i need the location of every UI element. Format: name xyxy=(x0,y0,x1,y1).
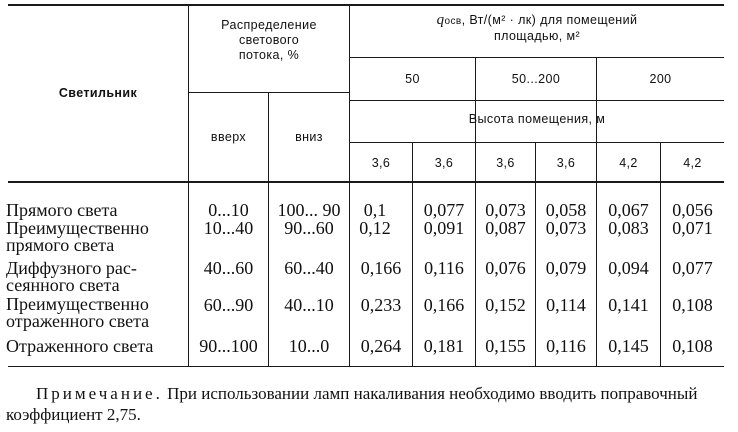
row-2-lamp-line2: прямого света xyxy=(6,235,115,255)
row-2-value-3: 0,087 xyxy=(485,218,526,238)
row-5-value-5: 0,145 xyxy=(608,336,649,356)
area-50-200-header: 50...200 xyxy=(511,72,561,86)
row-1-value-3: 0,073 xyxy=(485,200,526,220)
row-5-down: 10...0 xyxy=(288,336,330,356)
row-2-up: 10...40 xyxy=(203,218,254,238)
row-4-value-4: 0,114 xyxy=(546,295,586,315)
distribution-header xyxy=(189,18,349,63)
height-header-3: 3,6 xyxy=(496,156,515,170)
q-header-line1 xyxy=(350,13,724,29)
height-header-5: 4,2 xyxy=(619,156,638,170)
row-1-down: 100... 90 xyxy=(277,200,341,220)
row-4-value-3: 0,152 xyxy=(485,295,526,315)
row-2-value-5: 0,083 xyxy=(608,218,649,238)
row-1-value-1: 0,1 xyxy=(363,200,387,220)
q-subscript: осв xyxy=(444,16,462,27)
distribution-header-line3: потока, % xyxy=(238,48,300,62)
table-top-rule xyxy=(8,4,724,6)
row-1-lamp xyxy=(6,202,118,219)
row-5-value-6: 0,108 xyxy=(672,336,713,356)
row-3-lamp xyxy=(6,260,137,294)
row-5-lamp xyxy=(6,338,153,355)
row-4-up: 60...90 xyxy=(203,295,254,315)
row-3-lamp-line2: сеянного света xyxy=(6,275,120,295)
row-2-down: 90...60 xyxy=(284,218,334,238)
row-3-value-5: 0,094 xyxy=(608,258,649,278)
dist-sub-rule xyxy=(188,92,349,93)
row-3-lamp-line1: Диффузного рас- xyxy=(6,258,137,278)
q-header-line2: площадью, м² xyxy=(493,29,581,43)
table-bottom-rule xyxy=(8,366,724,367)
row-3-down: 60...40 xyxy=(284,258,334,278)
area-200-header: 200 xyxy=(649,72,672,86)
row-2-lamp xyxy=(6,220,149,254)
height-header-1: 3,6 xyxy=(371,156,391,170)
row-5-lamp-line1: Отраженного света xyxy=(6,336,154,356)
height-header-4: 3,6 xyxy=(556,156,576,170)
room-height-header: Высота помещения, м xyxy=(468,112,606,126)
distribution-header-line1: Распределение xyxy=(221,18,317,32)
down-header: вниз xyxy=(295,130,323,144)
row-1-value-5: 0,067 xyxy=(608,200,649,220)
row-4-value-5: 0,141 xyxy=(608,295,649,315)
distribution-header-line2: светового xyxy=(238,33,300,47)
row-4-lamp-line1: Преимущественно xyxy=(6,294,149,314)
row-1-up: 0...10 xyxy=(208,200,249,220)
table-note xyxy=(6,383,730,425)
row-2-value-2: 0,091 xyxy=(423,218,465,238)
row-5-up: 90...100 xyxy=(199,336,258,356)
up-header: вверх xyxy=(210,130,247,144)
note-text: При использовании ламп накаливания необходимо вводить поправочный коэффициент 2,75. xyxy=(6,384,698,424)
q-sub-rule xyxy=(349,57,724,58)
row-2-value-4: 0,073 xyxy=(545,218,587,238)
row-4-lamp-line2: отраженного света xyxy=(6,311,150,331)
row-2-lamp-line1: Преимущественно xyxy=(6,218,149,238)
row-4-value-6: 0,108 xyxy=(672,295,713,315)
area-50-header: 50 xyxy=(405,72,420,86)
height-sub-rule xyxy=(349,142,724,143)
row-2-value-1: 0,12 xyxy=(359,218,391,238)
row-5-value-3: 0,155 xyxy=(485,336,526,356)
row-4-value-1: 0,233 xyxy=(360,295,402,315)
header-bottom-rule xyxy=(8,181,724,183)
row-1-value-4: 0,058 xyxy=(545,200,587,220)
row-3-up: 40...60 xyxy=(203,258,254,278)
row-4-value-2: 0,166 xyxy=(423,295,465,315)
row-3-value-2: 0,116 xyxy=(424,258,464,278)
height-header-6: 4,2 xyxy=(683,156,702,170)
row-3-value-3: 0,076 xyxy=(485,258,526,278)
row-3-value-4: 0,079 xyxy=(545,258,587,278)
row-1-value-2: 0,077 xyxy=(423,200,465,220)
row-1-lamp-line1: Прямого света xyxy=(6,200,118,220)
row-5-value-4: 0,116 xyxy=(546,336,586,356)
note-label: Примечание. xyxy=(36,384,163,403)
row-1-value-6: 0,056 xyxy=(672,200,713,220)
row-2-value-6: 0,071 xyxy=(672,218,713,238)
col-divider-a5 xyxy=(660,142,661,367)
row-5-value-1: 0,264 xyxy=(360,336,402,356)
row-4-down: 40...10 xyxy=(284,295,334,315)
col-divider-a1 xyxy=(412,142,413,367)
col-divider-a3 xyxy=(535,142,536,367)
row-3-value-6: 0,077 xyxy=(672,258,713,278)
row-4-lamp xyxy=(6,296,149,330)
area-sub-rule xyxy=(349,100,724,101)
q-header xyxy=(350,13,724,44)
row-5-value-2: 0,181 xyxy=(423,336,465,356)
row-3-value-1: 0,166 xyxy=(360,258,402,278)
q-header-text: , Вт/(м² · лк) для помещений xyxy=(461,13,638,27)
height-header-2: 3,6 xyxy=(434,156,454,170)
q-symbol: q xyxy=(436,12,445,28)
lamp-column-header: Светильник xyxy=(58,86,138,100)
